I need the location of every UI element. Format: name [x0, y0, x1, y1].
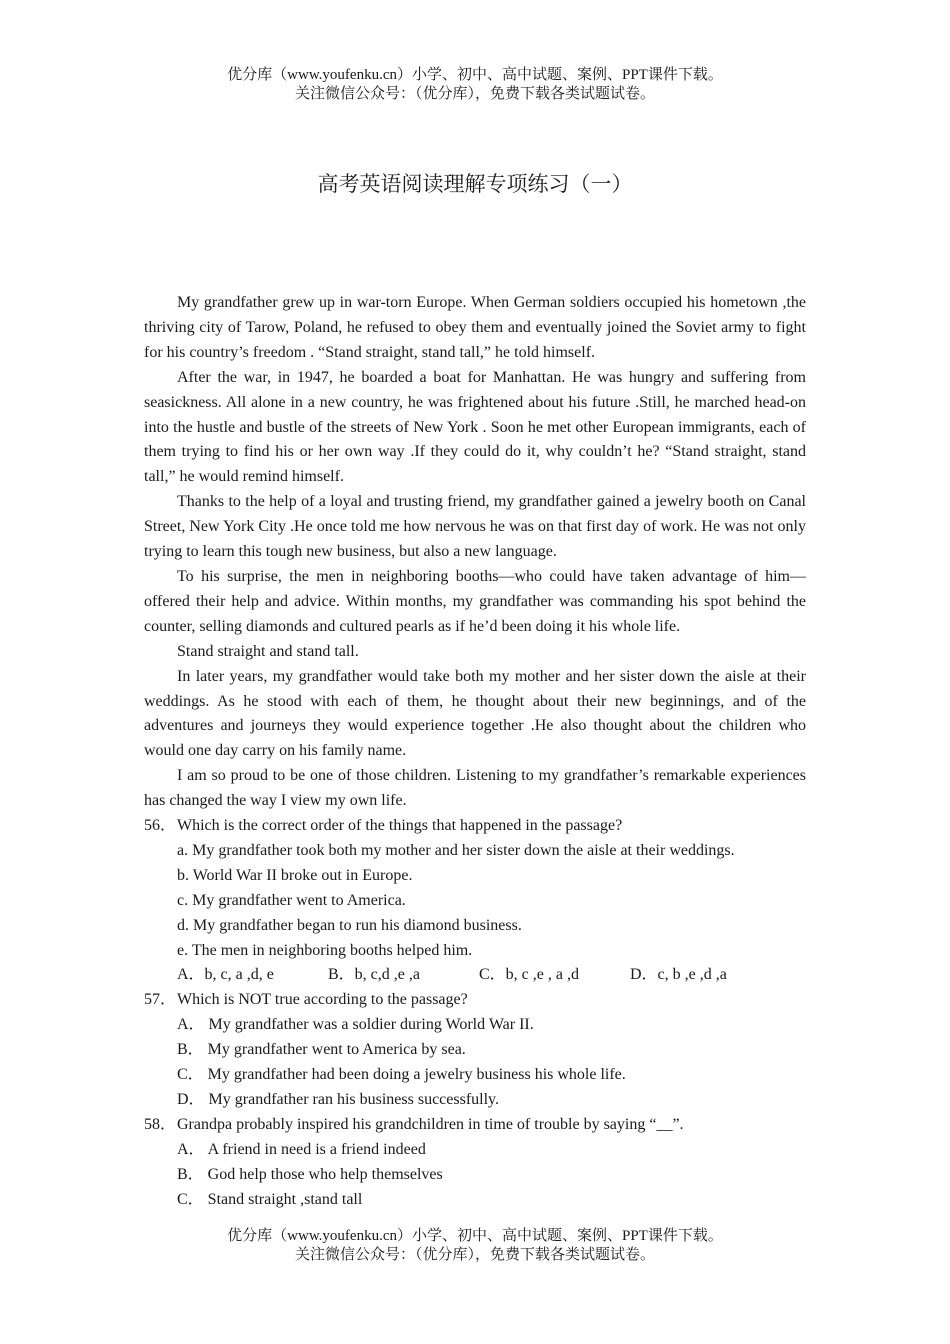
- question-58: [144, 1113, 806, 1138]
- question-text: Grandpa probably inspired his grandchildren in time of trouble by saying “__”.: [177, 1115, 684, 1133]
- passage-body: [144, 291, 806, 1213]
- question-number: 57．: [144, 991, 177, 1009]
- question-56: [144, 814, 806, 839]
- option-b: B．b, c,d ,e ,a: [328, 966, 420, 984]
- question-number: 58．: [144, 1115, 177, 1133]
- page-header: [0, 66, 950, 104]
- option-b: B． My grandfather went to America by sea.: [177, 1041, 466, 1059]
- paragraph-5: Stand straight and stand tall.: [177, 642, 359, 660]
- question-number: 56．: [144, 817, 177, 835]
- paragraph-6: In later years, my grandfather would take both my mother and her sister down the aisle at their weddings. As he stood with each of them, he thought about their new beginnings, and of the adventures and journeys they would experience together .He also thought about the children who would one day carry on his family name.: [144, 667, 806, 760]
- paragraph-1: My grandfather grew up in war-torn Europe. When German soldiers occupied his hometown ,the thriving city of Tarow, Poland, he refused to obey them and eventually joined the Soviet army to fight for his country’s freedom . “Stand straight, stand tall,” he told himself.: [144, 294, 806, 361]
- option-a: A．b, c, a ,d, e: [177, 966, 274, 984]
- paragraph-4: To his surprise, the men in neighboring booths—who could have taken advantage of him—offered their help and advice. Within months, my grandfather was commanding his spot behind the counter, selling diamonds and cultured pearls as if he’d been doing it his whole life.: [144, 567, 806, 635]
- option-b: B． God help those who help themselves: [177, 1165, 443, 1183]
- footer-line-1: 优分库（www.youfenku.cn）小学、初中、高中试题、案例、PPT课件下载。: [227, 1228, 723, 1244]
- option-d: D． My grandfather ran his business successfully.: [177, 1091, 500, 1108]
- paragraph-3: Thanks to the help of a loyal and trusting friend, my grandfather gained a jewelry booth on Canal Street, New York City .He once told me how nervous he was on that first day of work. He was not only trying to learn this tough new business, but also a new language.: [144, 493, 806, 561]
- header-line-1: 优分库（www.youfenku.cn）小学、初中、高中试题、案例、PPT课件下载。: [227, 67, 723, 83]
- question-text: Which is the correct order of the things that happened in the passage?: [177, 817, 623, 835]
- option-a: A． A friend in need is a friend indeed: [177, 1140, 426, 1158]
- event-d: d. My grandfather began to run his diamond business.: [177, 916, 522, 934]
- option-c: C． Stand straight ,stand tall: [177, 1190, 363, 1208]
- event-e: e. The men in neighboring booths helped him.: [177, 941, 473, 959]
- question-57: [144, 988, 806, 1013]
- option-c: C． My grandfather had been doing a jewelry business his whole life.: [177, 1066, 626, 1084]
- footer-line-2: 关注微信公众号：（优分库），免费下载各类试题试卷。: [294, 1247, 655, 1263]
- header-line-2: 关注微信公众号：（优分库），免费下载各类试题试卷。: [294, 86, 655, 102]
- question-56-options: [144, 963, 806, 988]
- paragraph-7: I am so proud to be one of those children. Listening to my grandfather’s remarkable experiences has changed the way I view my own life.: [144, 767, 806, 810]
- option-a: A． My grandfather was a soldier during World War II.: [177, 1016, 534, 1034]
- document-title: 高考英语阅读理解专项练习（一）: [317, 172, 633, 196]
- option-d: D．c, b ,e ,d ,a: [630, 966, 727, 984]
- event-a: a. My grandfather took both my mother and her sister down the aisle at their weddings.: [177, 841, 735, 859]
- paragraph-2: After the war, in 1947, he boarded a boat for Manhattan. He was hungry and suffering from seasickness. All alone in a new country, he was frightened about his future .Still, he marched head-on into the hustle and bustle of the streets of New York . Soon he met other European immigrants, each of them trying to find his or her own way .If they could do it, why couldn’t he? “Stand straight, stand tall,” he would remind himself.: [144, 368, 806, 486]
- event-b: b. World War II broke out in Europe.: [177, 866, 413, 884]
- question-text: Which is NOT true according to the passage?: [177, 991, 468, 1009]
- page-footer: [0, 1227, 950, 1265]
- option-c: C．b, c ,e , a ,d: [479, 966, 579, 984]
- event-c: c. My grandfather went to America.: [177, 891, 406, 909]
